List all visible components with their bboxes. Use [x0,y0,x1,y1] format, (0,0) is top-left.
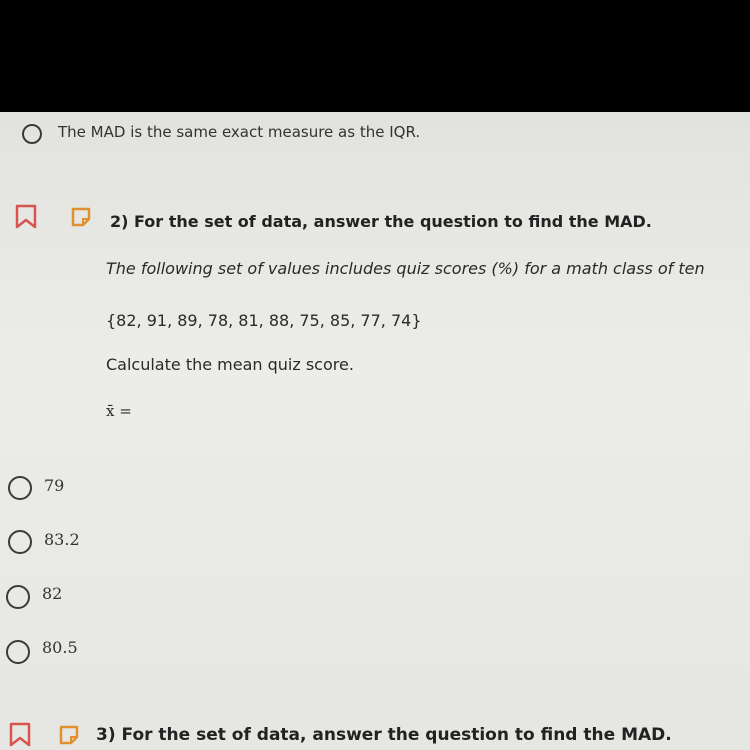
answer-radio-3[interactable] [6,585,30,609]
note-icon[interactable] [70,206,92,228]
bookmark-icon[interactable] [8,722,32,748]
bookmark-icon[interactable] [14,204,38,230]
question-2-intro: The following set of values includes quiz scores (%) for a math class of ten [106,259,705,278]
answer-radio-1[interactable] [8,476,32,500]
question-2-data-set: {82, 91, 89, 78, 81, 88, 75, 85, 77, 74} [106,311,422,330]
prev-option-label: The MAD is the same exact measure as the IQR. [58,123,421,141]
question-2-title: 2) For the set of data, answer the question to find the MAD. [110,212,652,231]
answer-label-2: 83.2 [44,530,80,549]
note-icon[interactable] [58,724,80,746]
question-3-title: 3) For the set of data, answer the question to find the MAD. [96,725,672,745]
question-2-prompt: Calculate the mean quiz score. [106,355,354,374]
answer-label-3: 82 [42,584,63,603]
quiz-screen [0,112,750,750]
answer-label-4: 80.5 [42,638,78,657]
mean-label: x̄ = [106,402,132,420]
answer-radio-4[interactable] [6,640,30,664]
answer-radio-2[interactable] [8,530,32,554]
prev-option-radio[interactable] [22,124,42,144]
answer-label-1: 79 [44,476,65,495]
